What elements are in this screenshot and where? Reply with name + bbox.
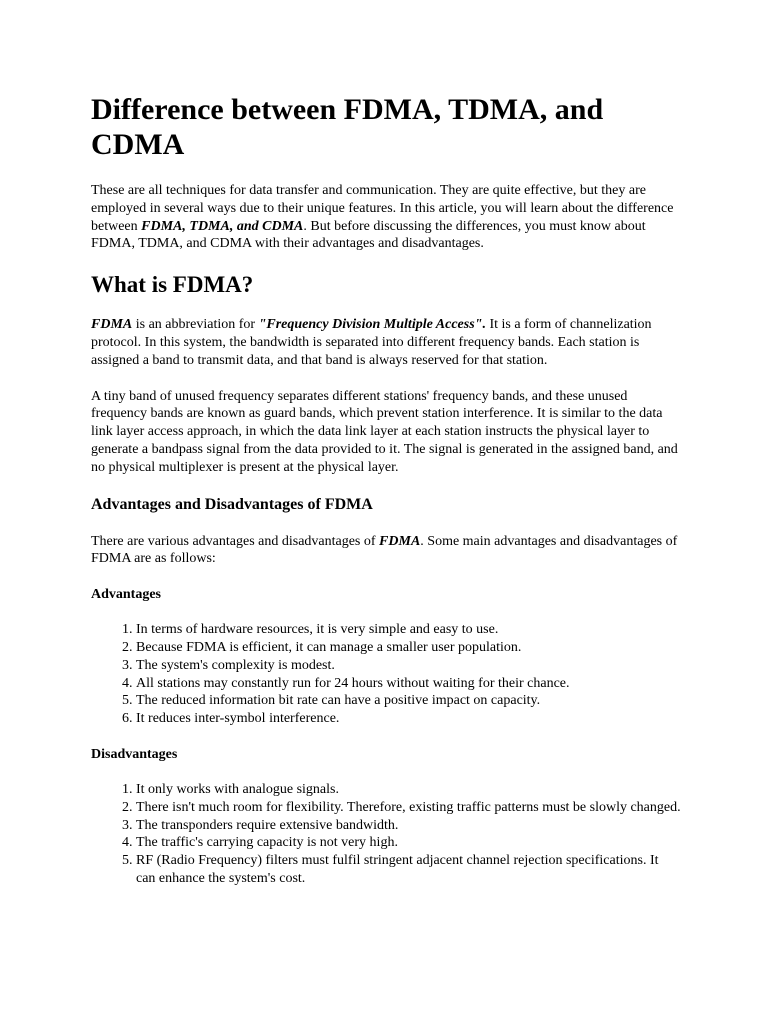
list-item: 3. The transponders require extensive bandwidth. — [136, 817, 681, 835]
list-item: 1. In terms of hardware resources, it is very simple and easy to use. — [136, 621, 681, 639]
fdma-heading: What is FDMA? — [91, 272, 254, 298]
fdma-def-text-1: is an abbreviation for — [132, 317, 259, 333]
list-item: 2. There isn't much room for flexibility. Therefore, existing traffic patterns must be slowly changed. — [136, 799, 681, 817]
intro-emphasis: FDMA, TDMA, and CDMA — [141, 218, 304, 234]
page-title: Difference between FDMA, TDMA, and CDMA — [91, 93, 604, 161]
adv-disadv-heading: Advantages and Disadvantages of FDMA — [91, 495, 373, 513]
adv-intro-paragraph — [91, 533, 681, 569]
fdma-term: FDMA — [91, 317, 133, 333]
fdma-definition-paragraph — [91, 316, 681, 369]
guard-band-paragraph: A tiny band of unused frequency separates different stations' frequency bands, and these unused frequency bands are known as guard bands, which prevent station interference. It is similar to the data link layer access approach, in which the data link layer at each station instructs the physical layer to generate a bandpass signal from the data provided to it. The signal is generated in the assigned band, and no physical multiplexer is present at the physical layer. — [91, 388, 678, 475]
disadvantages-list — [91, 781, 681, 888]
disadvantages-heading: Disadvantages — [91, 746, 178, 762]
adv-intro-text-2: . Some main advantages and disadvantages of FDMA are as follows: — [91, 533, 678, 567]
list-item: 2. Because FDMA is efficient, it can manage a smaller user population. — [136, 639, 681, 657]
adv-intro-term: FDMA — [379, 533, 421, 549]
list-item: 4. All stations may constantly run for 24 hours without waiting for their chance. — [136, 675, 681, 693]
list-item: 6. It reduces inter-symbol interference. — [136, 710, 681, 728]
fdma-def-text-2: It is a form of channelization protocol. In this system, the bandwidth is separated into different frequency bands. Each station is assigned a band to transmit data, and that band is always reserved for that station. — [91, 317, 652, 368]
intro-paragraph — [91, 182, 681, 253]
advantages-list — [91, 621, 681, 728]
list-item: 4. The traffic's carrying capacity is not very high. — [136, 834, 681, 852]
fdma-expansion: "Frequency Division Multiple Access". — [258, 317, 486, 333]
intro-text-2: . But before discussing the differences, you must know about FDMA, TDMA, and CDMA with their advantages and disadvantages. — [91, 218, 646, 252]
intro-text-1: These are all techniques for data transfer and communication. They are quite effective, but they are employed in several ways due to their unique features. In this article, you will learn about the difference between — [91, 183, 674, 234]
list-item: 3. The system's complexity is modest. — [136, 657, 681, 675]
adv-intro-text-1: There are various advantages and disadvantages of — [91, 533, 380, 549]
article-body — [91, 92, 681, 906]
list-item: 5. The reduced information bit rate can have a positive impact on capacity. — [136, 692, 681, 710]
list-item: 1. It only works with analogue signals. — [136, 781, 681, 799]
advantages-heading: Advantages — [91, 587, 162, 603]
list-item: 5. RF (Radio Frequency) filters must fulfil stringent adjacent channel rejection specifications. It can enhance the system's cost. — [136, 852, 681, 888]
